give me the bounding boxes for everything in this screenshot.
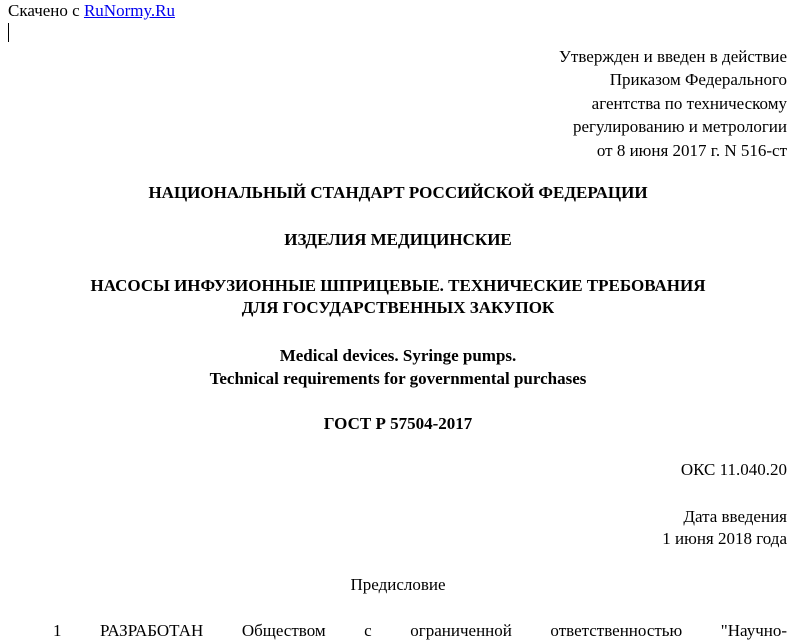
english-title-line: Medical devices. Syringe pumps.	[279, 346, 517, 365]
downloaded-from-notice	[8, 1, 175, 21]
foreword-heading: Предисловие	[350, 575, 446, 594]
main-title-line: ДЛЯ ГОСУДАРСТВЕННЫХ ЗАКУПОК	[241, 298, 555, 317]
english-title-line: Technical requirements for governmental purchases	[209, 369, 587, 388]
national-standard-heading: НАЦИОНАЛЬНЫЙ СТАНДАРТ РОССИЙСКОЙ ФЕДЕРАЦИИ	[148, 183, 648, 202]
okc-code: ОКС 11.040.20	[680, 460, 787, 479]
downloaded-prefix: Скачено с	[8, 1, 84, 20]
medical-devices-heading: ИЗДЕЛИЯ МЕДИЦИНСКИЕ	[284, 230, 512, 249]
english-title	[0, 344, 790, 390]
introduction-date-block	[662, 506, 787, 550]
approval-line: Утвержден и введен в действие	[558, 47, 787, 66]
foreword-item-1: 1 РАЗРАБОТАН Обществом с ограниченной ответственностью "Научно-	[53, 621, 787, 640]
introduction-date-label: Дата введения	[683, 507, 787, 526]
text-cursor	[8, 23, 9, 42]
main-title	[0, 275, 790, 319]
approval-line: Приказом Федерального	[609, 70, 787, 90]
approval-line: регулированию и метрологии	[572, 117, 787, 137]
approval-block	[559, 45, 787, 162]
gost-number: ГОСТ Р 57504-2017	[323, 414, 473, 433]
approval-line: агентства по техническому	[591, 93, 787, 113]
introduction-date-value: 1 июня 2018 года	[662, 529, 787, 548]
main-title-line: НАСОСЫ ИНФУЗИОННЫЕ ШПРИЦЕВЫЕ. ТЕХНИЧЕСКИЕ ТРЕБОВАНИЯ	[90, 276, 706, 295]
runormy-link[interactable]: RuNormy.Ru	[83, 1, 175, 20]
approval-line: от 8 июня 2017 г. N 516-ст	[596, 140, 787, 160]
